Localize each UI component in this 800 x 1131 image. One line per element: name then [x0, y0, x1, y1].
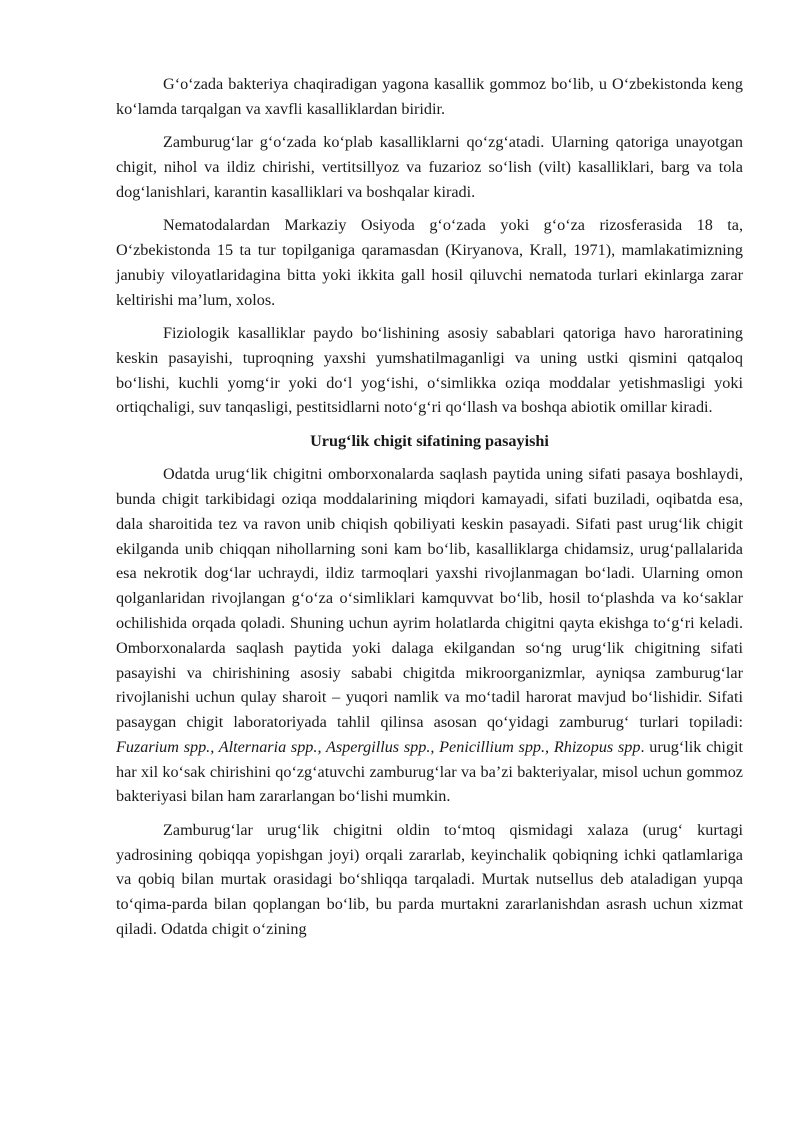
- paragraph-nematodes: Nematodalardan Markaziy Osiyoda g‘o‘zada yoki g‘o‘za rizosferasida 18 ta, O‘zbekistonda 15 ta tur topilganiga qaramasdan (Kiryanova, Krall, 1971), mamlakatimizning janubiy viloyatlaridagina bitta yoki ikkita gall hosil qiluvchi nematoda turlari ekinlarga zarar keltirishi ma’lum, xolos.: [116, 216, 743, 309]
- paragraph-seed-quality-tail: . urug‘lik chigit har xil ko‘sak chirishini qo‘zg‘atuvchi zamburug‘lar va ba’zi bakteriyalar, misol uchun gommoz bakteriyasi bilan ham zararlangan bo‘lishi mumkin.: [116, 737, 743, 806]
- paragraph-fungal-diseases: Zamburug‘lar g‘o‘zada ko‘plab kasalliklarni qo‘zg‘atadi. Ularning qatoriga unayotgan chigit, nihol va ildiz chirishi, vertitsillyoz va fuzarioz so‘lish (vilt) kasalliklari, barg va tola dog‘lanishlari, karantin kasalliklari va boshqalar kiradi.: [116, 133, 743, 201]
- paragraph-fungal-infection: Zamburug‘lar urug‘lik chigitni oldin to‘mtoq qismidagi xalaza (urug‘ kurtagi yadrosining qobiqqa yopishgan joyi) orqali zararlab, keyinchalik qobiqning ichki qatlamlariga va qobiq bilan murtak orasidagi bo‘shliqqa tarqaladi. Murtak nutsellus deb ataladigan yupqa to‘qima-parda bilan qoplangan bo‘lib, bu parda murtakni zararlanishdan asrash uchun xizmat qiladi. Odatda chigit o‘zining: [116, 820, 743, 939]
- document-page: [116, 72, 743, 950]
- paragraph-gommoz: G‘o‘zada bakteriya chaqiradigan yagona kasallik gommoz bo‘lib, u O‘zbekistonda keng ko‘lamda tarqalgan va xavfli kasalliklardan biridir.: [116, 75, 743, 118]
- paragraph-seed-quality-text: Odatda urug‘lik chigitni omborxonalarda saqlash paytida uning sifati pasaya boshlaydi, bunda chigit tarkibidagi oziqa moddalarining miqdori kamayadi, sifati buziladi, oqibatda esa, dala sharoitida tez va ravon unib chiqish qobiliyati keskin pasayadi. Sifati past urug‘lik chigit ekilganda unib chiqqan nihollarning soni kam bo‘lib, kasalliklarga chidamsiz, urug‘pallalarida esa nekrotik dog‘lar uchraydi, ildiz tarmoqlari yaxshi rivojlanmagan bo‘ladi. Ularning omon qolganlaridan rivojlangan g‘o‘za o‘simliklari kamquvvat bo‘lib, hosil to‘plashda va ko‘saklar ochilishida orqada qoladi. Shuning uchun ayrim holatlarda chigitni qayta ekishga to‘g‘ri keladi. Omborxonalarda saqlash paytida yoki dalaga ekilgandan so‘ng urug‘lik chigitning sifati pasayishi va chirishining asosiy sababi chigitda mikroorganizmlar, ayniqsa zamburug‘lar rivojlanishi uchun qulay sharoit – yuqori namlik va mo‘tadil harorat mavjud bo‘lishidir. Sifati pasaygan chigit laboratoriyada tahlil qilinsa asosan qo‘yidagi zamburug‘ turlari topiladi:: [116, 465, 743, 732]
- paragraph-physiological-diseases: Fiziologik kasalliklar paydo bo‘lishining asosiy sabablari qatoriga havo haroratining keskin pasayishi, tuproqning yaxshi yumshatilmaganligi va uning ustki qismini qatqaloq bo‘lishi, kuchli yomg‘ir yoki do‘l yog‘ishi, o‘simlikka oziqa moddalar yetishmasligi yoki ortiqchaligi, suv tanqasligi, pestitsidlarni noto‘g‘ri qo‘llash va boshqa abiotik omillar kiradi.: [116, 323, 743, 417]
- paragraph-seed-quality: [116, 462, 743, 809]
- fungi-species-list: Fuzarium spp., Alternaria spp., Aspergillus spp., Penicillium spp., Rhizopus spp: [116, 737, 641, 756]
- section-heading: Urug‘lik chigit sifatining pasayishi: [310, 431, 549, 450]
